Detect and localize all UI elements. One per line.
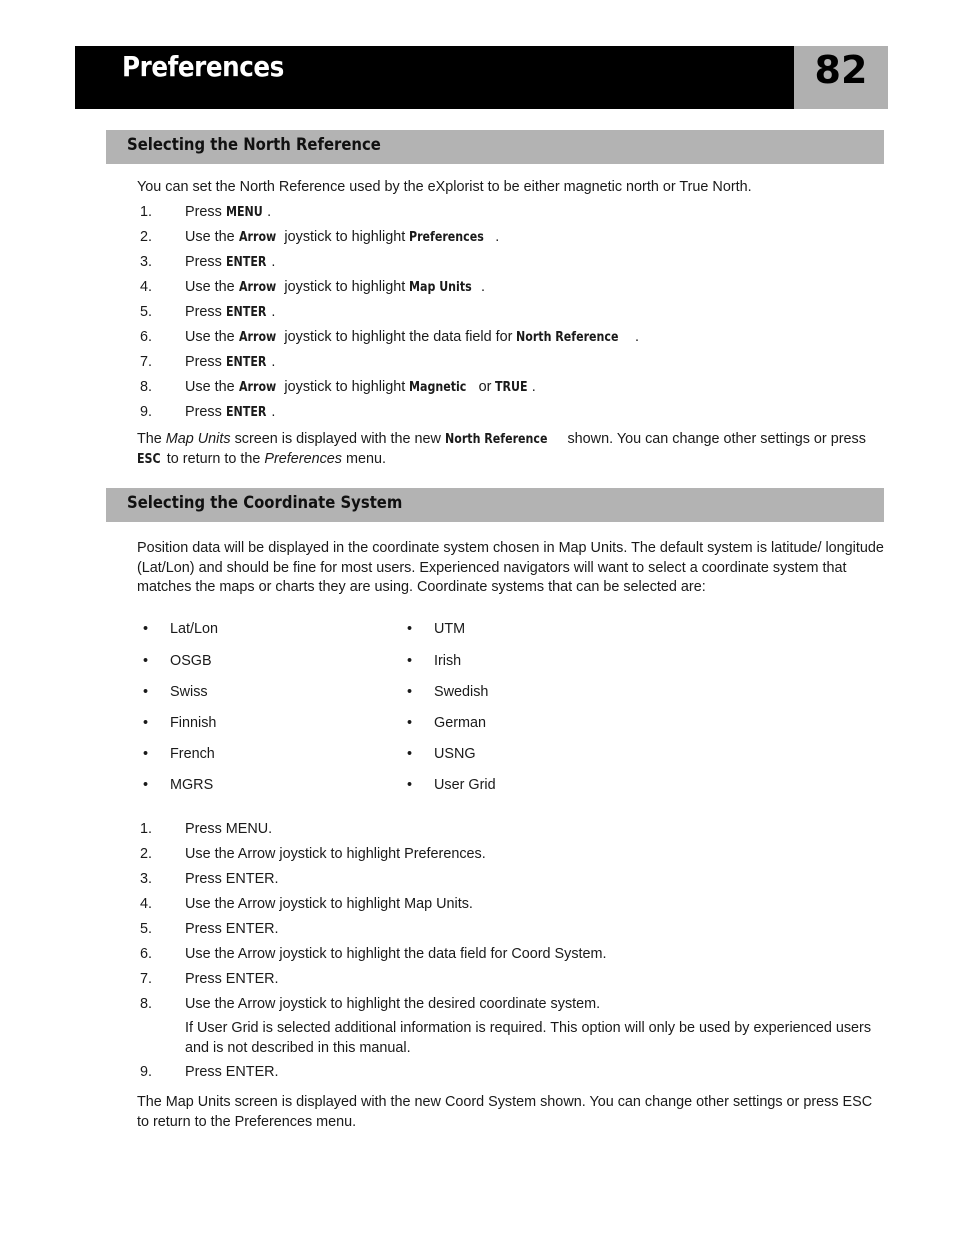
- step-number: 2.: [140, 229, 153, 245]
- coordinate-system-name: Lat/Lon: [170, 621, 219, 637]
- list-item: [137, 1063, 887, 1088]
- outro-keyword: ESC: [137, 451, 161, 467]
- section-north-reference-header: [106, 130, 884, 164]
- step-keyword: ENTER: [225, 255, 267, 270]
- list-item: [137, 895, 887, 920]
- step-keyword: MENU: [225, 205, 263, 220]
- step-keyword: ENTER: [225, 305, 267, 320]
- step-keyword: ENTER: [225, 405, 267, 420]
- step-text: Use the Arrow joystick to highlight Preferences.: [185, 846, 486, 862]
- step-number: 8.: [140, 379, 153, 395]
- list-item: [137, 228, 887, 253]
- coordinate-system-name: Swiss: [170, 684, 208, 700]
- step-keyword: Arrow: [238, 380, 276, 395]
- step-text-part: Press: [185, 254, 226, 270]
- page-header: [75, 46, 888, 109]
- step-text: Use the Arrow joystick to highlight the desired coordinate system.: [185, 996, 601, 1012]
- step-text: Use the Arrow joystick to highlight the data field for Coord System.: [185, 946, 607, 962]
- step-number: 9.: [140, 1064, 153, 1080]
- step-keyword: Map Units: [409, 280, 472, 295]
- step-text: Press ENTER.: [185, 971, 279, 987]
- step-text-part: Use the: [185, 379, 239, 395]
- outro-text: to return to the: [162, 450, 265, 467]
- bullet-dot: •: [143, 621, 149, 637]
- step-number: 1.: [140, 204, 153, 220]
- bullet-dot: •: [143, 715, 149, 731]
- step-text: [185, 328, 639, 347]
- step-text: [185, 378, 536, 397]
- coordinate-system-name: Swedish: [434, 684, 489, 700]
- step-text-part: .: [531, 379, 536, 395]
- step-note: If User Grid is selected additional information is required. This option will only be used by experienced users and is not described in this manual.: [185, 1020, 872, 1056]
- list-item: [137, 303, 887, 328]
- step-number: 5.: [140, 921, 153, 937]
- step-number: 8.: [140, 996, 153, 1012]
- bullet-dot: •: [407, 777, 413, 793]
- step-keyword: Arrow: [238, 280, 276, 295]
- bullet-dot: •: [407, 715, 413, 731]
- step-number: 1.: [140, 821, 153, 837]
- step-text-part: Use the: [185, 279, 239, 295]
- step-number: 4.: [140, 896, 153, 912]
- step-text-part: or: [474, 379, 496, 395]
- list-item: [137, 328, 887, 353]
- step-text: [185, 353, 275, 372]
- step-number: 2.: [140, 846, 153, 862]
- section-title: Selecting the Coordinate System: [127, 493, 403, 512]
- list-item: [137, 920, 887, 945]
- step-text-part: .: [267, 204, 272, 220]
- step-keyword: Preferences: [409, 230, 484, 245]
- outro-italic: Map Units: [165, 431, 231, 447]
- step-text-part: Press: [185, 304, 226, 320]
- step-keyword: Arrow: [238, 330, 276, 345]
- list-item: [137, 253, 887, 278]
- coordinate-system-name: French: [170, 746, 215, 762]
- bullet-dot: •: [143, 684, 149, 700]
- step-text-part: .: [271, 354, 276, 370]
- coordinate-system-name: Irish: [434, 653, 462, 669]
- step-text: [185, 403, 275, 422]
- step-text-part: joystick to highlight: [280, 379, 410, 395]
- step-number: 7.: [140, 971, 153, 987]
- step-text: [185, 253, 275, 272]
- step-text-part: joystick to highlight: [280, 279, 410, 295]
- coordinate-system-name: OSGB: [170, 653, 212, 669]
- step-text-part: .: [495, 229, 500, 245]
- coordinate-system-name: German: [434, 715, 486, 731]
- list-item: [137, 845, 887, 870]
- step-number: 3.: [140, 871, 153, 887]
- step-text: Press ENTER.: [185, 921, 279, 937]
- bullet-dot: •: [407, 684, 413, 700]
- step-text-part: .: [271, 304, 276, 320]
- bullet-dot: •: [143, 746, 149, 762]
- page-number-box: [794, 46, 888, 109]
- step-text: [185, 203, 271, 222]
- list-item: [137, 870, 887, 895]
- coordinate-system-outro: The Map Units screen is displayed with the new Coord System shown. You can change other settings or press ESC to return to the Preferences menu.: [137, 1094, 873, 1130]
- step-keyword: ENTER: [225, 355, 267, 370]
- coordinate-system-name: Finnish: [170, 715, 217, 731]
- page-number: 82: [814, 48, 868, 92]
- bullet-dot: •: [407, 746, 413, 762]
- step-number: 4.: [140, 279, 153, 295]
- north-reference-intro: You can set the North Reference used by the eXplorist to be either magnetic north or True North.: [137, 179, 752, 195]
- step-number: 5.: [140, 304, 153, 320]
- list-item: [137, 970, 887, 995]
- list-item: [137, 995, 887, 1063]
- step-text: [185, 278, 485, 297]
- coordinate-system-name: MGRS: [170, 777, 214, 793]
- coordinate-system-name: UTM: [434, 621, 466, 637]
- outro-text: shown. You can change other settings or press: [563, 431, 866, 447]
- step-text: Press ENTER.: [185, 871, 279, 887]
- section-title: Selecting the North Reference: [127, 135, 381, 154]
- step-text-part: Press: [185, 354, 226, 370]
- outro-italic: Preferences: [264, 450, 342, 467]
- bullet-dot: •: [143, 777, 149, 793]
- outro-text: screen is displayed with the new: [230, 431, 445, 447]
- step-keyword: TRUE: [495, 380, 529, 395]
- bullet-dot: •: [407, 621, 413, 637]
- step-text-part: .: [271, 254, 276, 270]
- page-title: Preferences: [122, 50, 284, 83]
- step-text: Use the Arrow joystick to highlight Map Units.: [185, 896, 473, 912]
- north-reference-steps: [137, 203, 887, 428]
- north-reference-outro: [137, 430, 887, 469]
- step-text-part: Use the: [185, 229, 239, 245]
- step-text-part: .: [480, 279, 485, 295]
- step-text-part: Press: [185, 404, 226, 420]
- list-item: [137, 820, 887, 845]
- outro-text: menu.: [341, 450, 386, 467]
- step-text-part: .: [634, 329, 639, 345]
- coordinate-system-intro: Position data will be displayed in the coordinate system chosen in Map Units. The default system is latitude/ longitude (Lat/Lon) and should be fine for most users. Experienced navigators will want to select a coordinate system that matches the maps or charts they are using. Coordinate systems that can be selected are:: [137, 540, 884, 595]
- step-number: 6.: [140, 329, 153, 345]
- coordinate-system-name: User Grid: [434, 777, 496, 793]
- step-text: [185, 303, 275, 322]
- step-text-part: .: [271, 404, 276, 420]
- step-text-part: joystick to highlight the data field for: [280, 329, 517, 345]
- step-text-part: joystick to highlight: [280, 229, 410, 245]
- step-keyword: Arrow: [238, 230, 276, 245]
- step-number: 9.: [140, 404, 153, 420]
- step-keyword: North Reference: [516, 330, 619, 345]
- list-item: [137, 378, 887, 403]
- coordinate-system-steps: [137, 820, 887, 1088]
- outro-keyword: North Reference: [444, 432, 548, 447]
- step-number: 6.: [140, 946, 153, 962]
- bullet-dot: •: [407, 653, 413, 669]
- step-keyword: Magnetic: [409, 380, 467, 395]
- step-text-part: Use the: [185, 329, 239, 345]
- list-item: [137, 278, 887, 303]
- list-item: [137, 353, 887, 378]
- outro-text: The: [137, 431, 166, 447]
- step-number: 7.: [140, 354, 153, 370]
- step-text: [185, 228, 499, 247]
- coordinate-system-name: USNG: [434, 746, 476, 762]
- list-item: [137, 203, 887, 228]
- list-item: [137, 403, 887, 428]
- step-number: 3.: [140, 254, 153, 270]
- step-text: Press ENTER.: [185, 1064, 279, 1080]
- bullet-dot: •: [143, 653, 149, 669]
- list-item: [137, 945, 887, 970]
- step-text: Press MENU.: [185, 821, 273, 837]
- section-coordinate-system-header: [106, 488, 884, 522]
- step-text-part: Press: [185, 204, 226, 220]
